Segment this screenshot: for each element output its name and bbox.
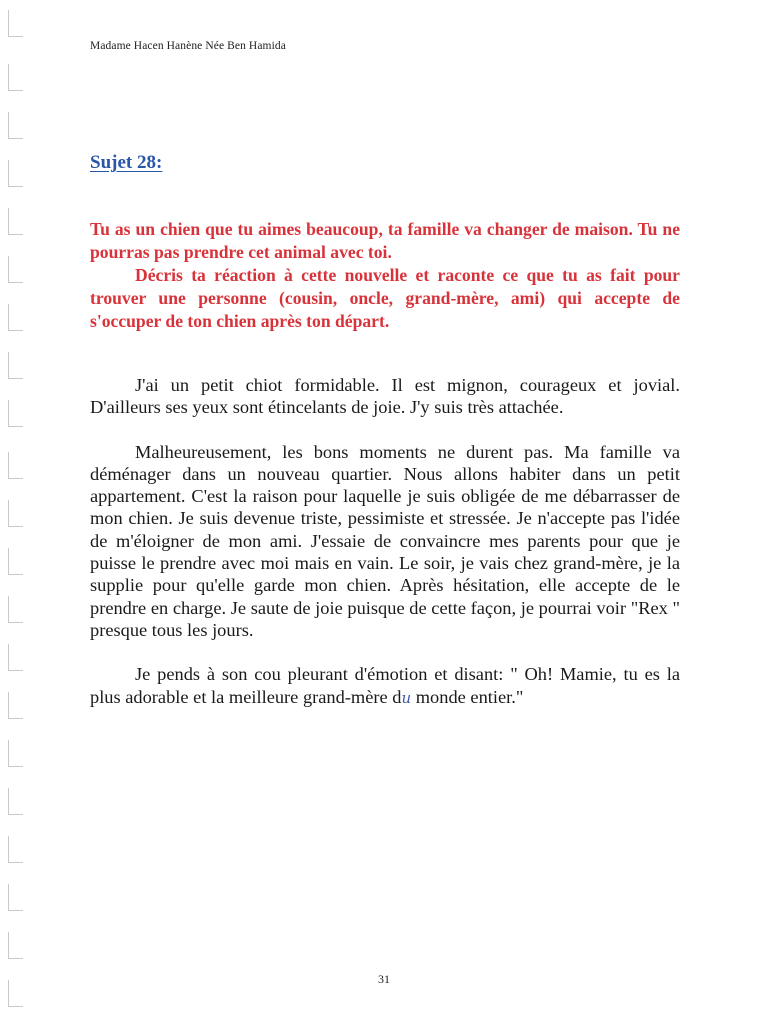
- binder-mark: [8, 740, 23, 767]
- binder-mark: [8, 10, 23, 37]
- binder-mark: [8, 352, 23, 379]
- binder-mark: [8, 304, 23, 331]
- page-number: 31: [378, 972, 390, 986]
- binder-mark: [8, 452, 23, 479]
- prompt-instruction: Décris ta réaction à cette nouvelle et raconte ce que tu as fait pour trouver une personne (cousin, oncle, grand-mère, ami) qui accepte de s'occuper de ton chien après ton départ.: [90, 265, 680, 331]
- essay-text: monde entier.": [411, 686, 524, 707]
- prompt-statement: Tu as un chien que tu aimes beaucoup, ta famille va changer de maison. Tu ne pourras pas prendre cet animal avec toi.: [90, 219, 680, 262]
- binder-mark: [8, 112, 23, 139]
- binder-mark: [8, 692, 23, 719]
- binder-mark: [8, 208, 23, 235]
- essay-paragraph: Malheureusement, les bons moments ne durent pas. Ma famille va déménager dans un nouveau quartier. Nous allons habiter dans un petit appartement. C'est la raison pour laquelle je suis obligée de me débarrasser de mon chien. Je suis devenue triste, pessimiste et stressée. Je n'accepte pas l'idée de m'éloigner de mon ami. J'essaie de convaincre mes parents pour que je puisse le prendre avec moi mais en vain. Le soir, je vais chez grand-mère, je la supplie pour qu'elle garde mon chien. Après hésitation, elle accepte de le prendre en charge. Je saute de joie puisque de cette façon, je pourrai voir "Rex " presque tous les jours.: [90, 441, 680, 640]
- binder-margin: [8, 0, 28, 1024]
- essay-body: [90, 374, 680, 731]
- binder-mark: [8, 932, 23, 959]
- binder-mark: [8, 836, 23, 863]
- essay-text: Je pends à son cou pleurant d'émotion et disant: " Oh! Mamie, tu es la plus adorable et la meilleure grand-mère d: [90, 664, 680, 707]
- binder-mark: [8, 160, 23, 187]
- binder-mark: [8, 548, 23, 575]
- subject-title: Sujet 28:: [90, 152, 163, 173]
- essay-prompt: [90, 218, 680, 333]
- binder-mark: [8, 596, 23, 623]
- page-header-author: Madame Hacen Hanène Née Ben Hamida: [90, 40, 286, 52]
- binder-mark: [8, 884, 23, 911]
- handwritten-correction: u: [401, 688, 412, 707]
- binder-mark: [8, 788, 23, 815]
- essay-paragraph: [90, 663, 680, 709]
- binder-mark: [8, 256, 23, 283]
- essay-paragraph: J'ai un petit chiot formidable. Il est mignon, courageux et jovial. D'ailleurs ses yeux sont étincelants de joie. J'y suis très attachée.: [90, 375, 680, 418]
- binder-mark: [8, 400, 23, 427]
- binder-mark: [8, 500, 23, 527]
- binder-mark: [8, 644, 23, 671]
- binder-mark: [8, 64, 23, 91]
